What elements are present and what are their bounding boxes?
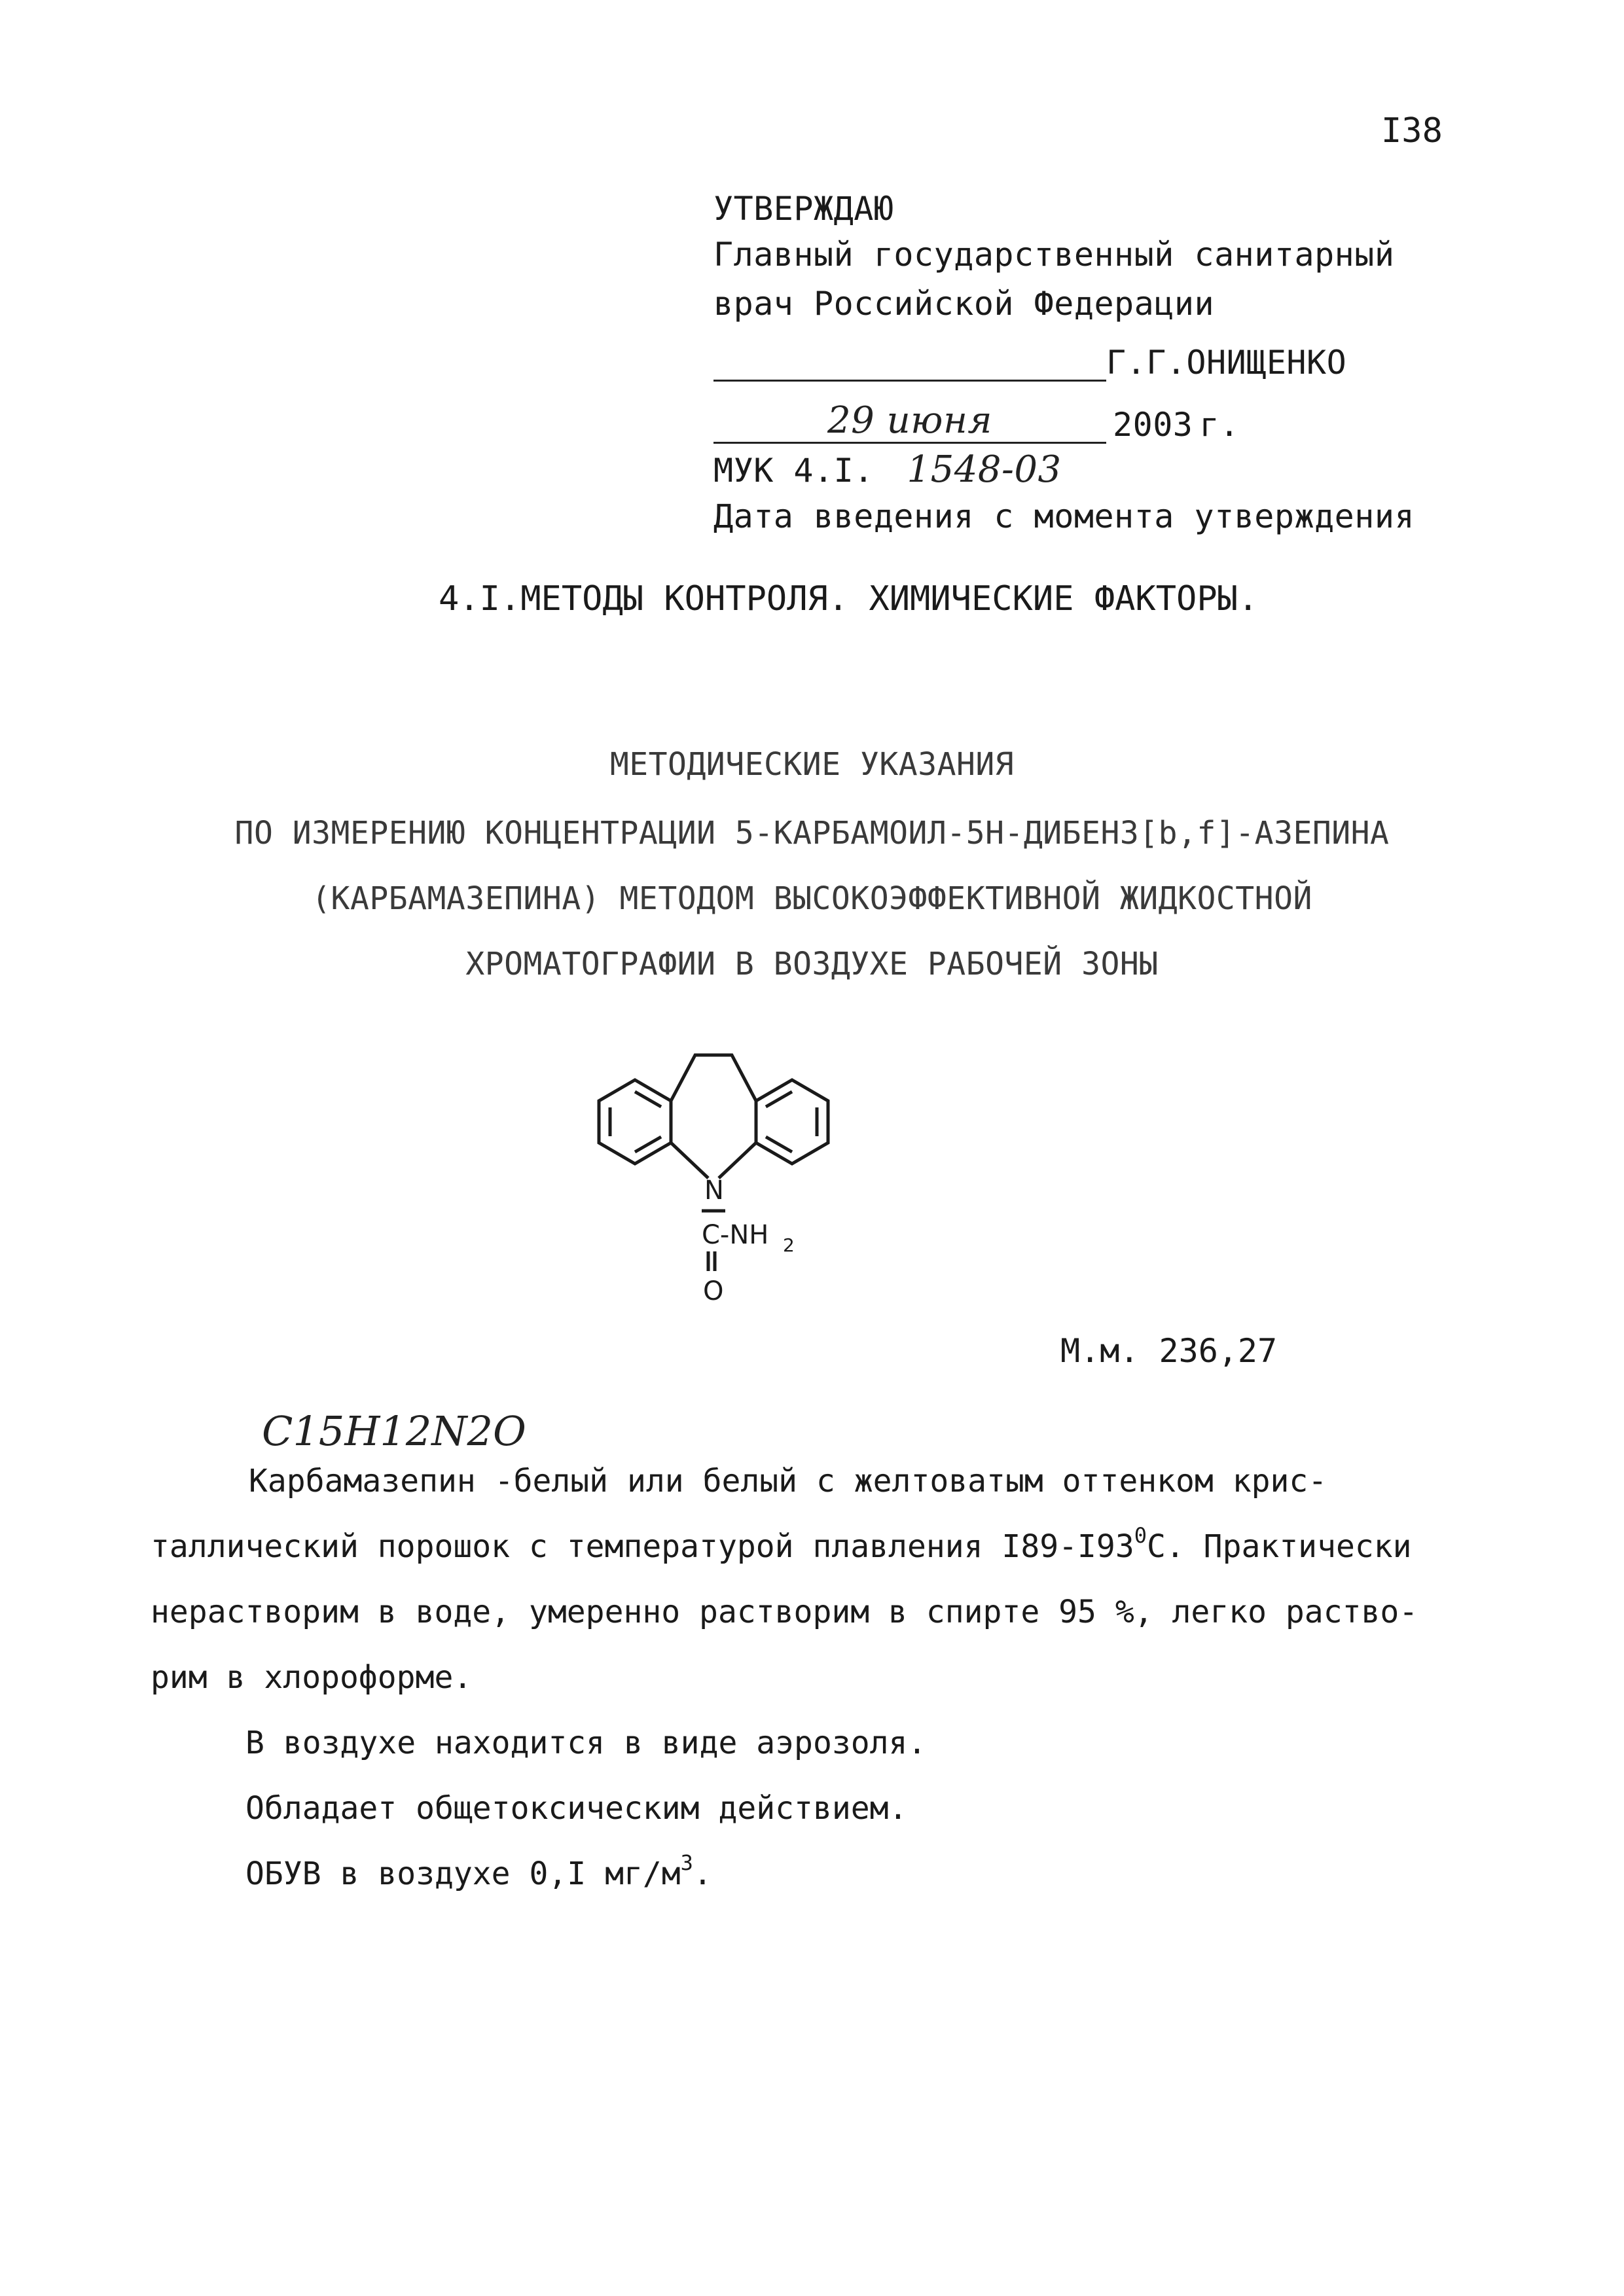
- title-line-4: ХРОМАТОГРАФИИ В ВОЗДУХЕ РАБОЧЕЙ ЗОНЫ: [465, 946, 1159, 982]
- atom-nitrogen: N: [704, 1175, 724, 1206]
- handwritten-date: 29 июня: [827, 399, 992, 442]
- muk-label: МУК 4.I.: [713, 452, 874, 490]
- obuv-period: .: [693, 1856, 712, 1892]
- approval-position-line1: Главный государственный санитарный: [713, 236, 1395, 274]
- obuv-text: ОБУВ в воздухе 0,I мг/м: [245, 1856, 681, 1892]
- page-number: I38: [1381, 111, 1443, 151]
- degree-mark: 0: [1134, 1523, 1147, 1548]
- year-suffix: г.: [1199, 406, 1240, 444]
- paragraph-1-line-2: [151, 1523, 1412, 1565]
- title-line-1: МЕТОДИЧЕСКИЕ УКАЗАНИЯ: [609, 746, 1015, 783]
- approval-position-line2: врач Российской Федерации: [713, 285, 1215, 323]
- handwritten-formula: C15H12N2O: [262, 1407, 526, 1455]
- paragraph-1-line-3: нерастворим в воде, умеренно растворим в спирте 95 %, легко раство-: [151, 1594, 1418, 1630]
- effective-date: Дата введения с момента утверждения: [713, 497, 1415, 535]
- molecular-mass: М.м. 236,27: [1060, 1332, 1278, 1370]
- signatory-name: Г.Г.ОНИЩЕНКО: [1106, 344, 1347, 382]
- cubic-superscript: 3: [680, 1850, 693, 1875]
- title-line-2: ПО ИЗМЕРЕНИЮ КОНЦЕНТРАЦИИ 5-КАРБАМОИЛ-5Н-ДИБЕНЗ[b,f]-АЗЕПИНА: [234, 815, 1390, 852]
- approval-date-line: [713, 399, 1240, 444]
- signature-line: [713, 344, 1346, 382]
- handwritten-muk-number: 1548-03: [907, 448, 1062, 491]
- title-line-3: (КАРБАМАЗЕПИНА) МЕТОДОМ ВЫСОКОЭФФЕКТИВНОЙ ЖИДКОСТНОЙ: [312, 880, 1312, 917]
- signature-blank: [713, 380, 1106, 382]
- section-heading: 4.I.МЕТОДЫ КОНТРОЛЯ. ХИМИЧЕСКИЕ ФАКТОРЫ.: [439, 579, 1259, 619]
- paragraph-1-line-4: рим в хлороформе.: [151, 1659, 473, 1696]
- date-field: [713, 399, 1106, 444]
- atom-oxygen: O: [703, 1276, 724, 1306]
- atom-carbon-amide: C-NH: [702, 1220, 769, 1250]
- subscript-two: 2: [783, 1234, 795, 1256]
- paragraph-4: [245, 1850, 712, 1892]
- melting-point-text: таллический порошок с температурой плавления I89-I93: [151, 1528, 1134, 1565]
- carbamazepine-structure: [550, 1021, 890, 1322]
- approval-year: 2003: [1113, 406, 1193, 444]
- paragraph-3: Обладает общетоксическим действием.: [245, 1790, 908, 1827]
- ethylene-bridge: [671, 1055, 756, 1101]
- approval-heading: УТВЕРЖДАЮ: [713, 190, 894, 228]
- paragraph-1-line-2-end: С. Практически: [1146, 1528, 1412, 1565]
- muk-line: [713, 448, 1062, 491]
- paragraph-1-line-1: Карбамазепин -белый или белый с желтоватым оттенком крис-: [249, 1463, 1327, 1499]
- paragraph-2: В воздухе находится в виде аэрозоля.: [245, 1725, 927, 1761]
